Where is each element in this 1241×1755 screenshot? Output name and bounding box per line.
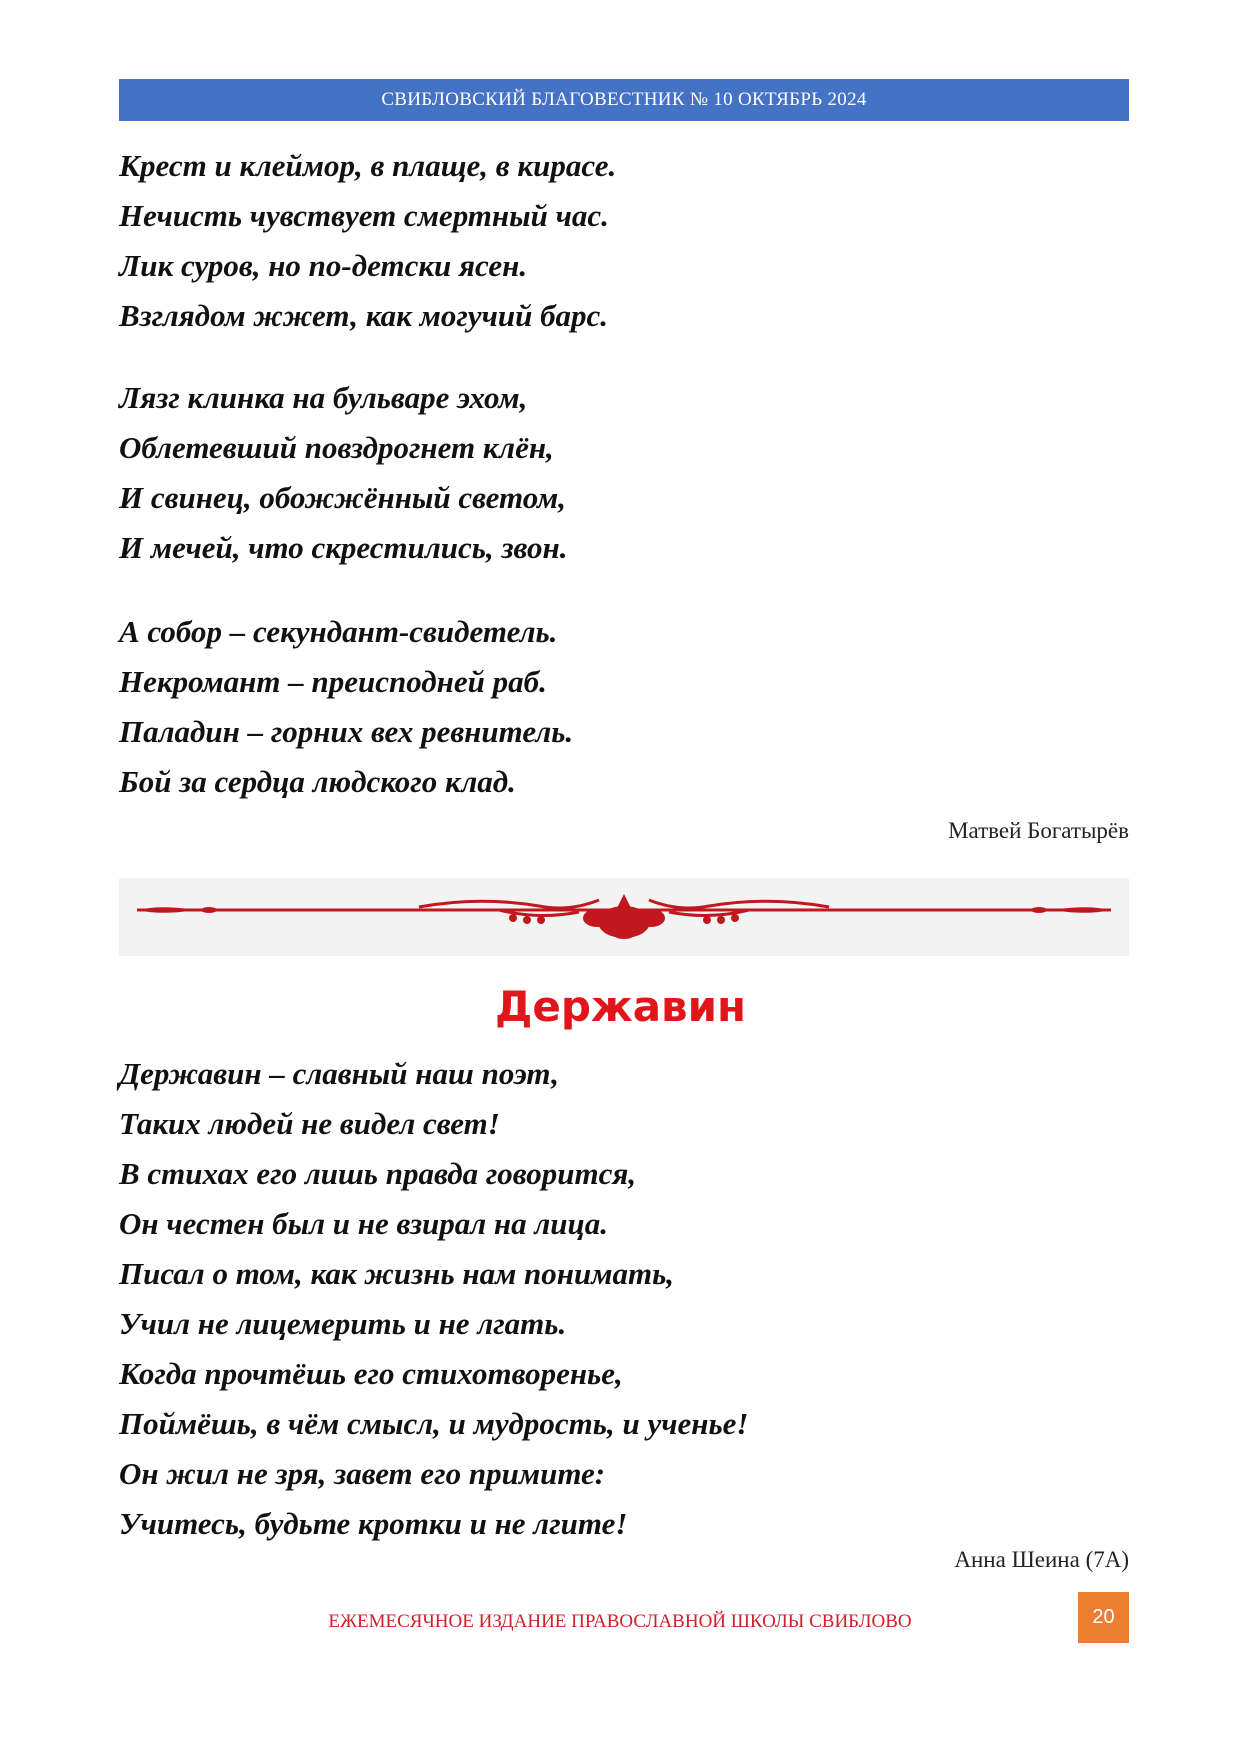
poem-line: Лик суров, но по-детски ясен.: [119, 248, 528, 283]
poem-line: В стихах его лишь правда говорится,: [119, 1156, 637, 1191]
footer-text: ЕЖЕМЕСЯЧНОЕ ИЗДАНИЕ ПРАВОСЛАВНОЙ ШКОЛЫ СВИБЛОВО: [328, 1611, 912, 1632]
ornament-icon: [119, 878, 1129, 956]
poem1-stanza-1: [119, 141, 616, 341]
poem1-author: Матвей Богатырёв: [948, 818, 1129, 843]
poem2-author: Анна Шеина (7А): [954, 1547, 1129, 1572]
poem-line: Нечисть чувствует смертный час.: [119, 198, 609, 233]
poem-line: Паладин – горних вех ревнитель.: [119, 714, 574, 749]
poem-line: Облетевший повздрогнет клён,: [119, 430, 554, 465]
poem-line: Таких людей не видел свет!: [119, 1106, 500, 1141]
poem-line: Крест и клеймор, в плаще, в кирасе.: [119, 148, 617, 183]
poem-line: Взглядом жжет, как могучий барс.: [119, 298, 609, 333]
poem2-body: [119, 1049, 748, 1549]
poem-title: Державин: [494, 982, 747, 1031]
page-number: 20: [1078, 1592, 1129, 1643]
poem-line: И свинец, обожжённый светом,: [119, 480, 567, 515]
poem-line: Когда прочтёшь его стихотворенье,: [119, 1356, 623, 1391]
poem-line: Некромант – преисподней раб.: [119, 664, 547, 699]
poem-line: Поймёшь, в чём смысл, и мудрость, и ученье!: [119, 1406, 749, 1441]
poem-line: Лязг клинка на бульваре эхом,: [119, 380, 528, 415]
poem-line: Бой за сердца людского клад.: [119, 764, 516, 799]
poem-line: Он жил не зря, завет его примите:: [119, 1456, 606, 1491]
poem1-stanza-2: [119, 373, 567, 573]
poem-line: Державин – славный наш поэт,: [119, 1056, 560, 1091]
poem1-stanza-3: [119, 607, 573, 807]
publication-header: СВИБЛОВСКИЙ БЛАГОВЕСТНИК № 10 ОКТЯБРЬ 2024: [119, 79, 1129, 121]
ornamental-divider: [119, 878, 1129, 956]
poem-line: И мечей, что скрестились, звон.: [119, 530, 568, 565]
poem-line: А собор – секундант-свидетель.: [119, 614, 558, 649]
poem-line: Учитесь, будьте кротки и не лгите!: [119, 1506, 628, 1541]
poem-line: Писал о том, как жизнь нам понимать,: [119, 1256, 675, 1291]
poem-line: Он честен был и не взирал на лица.: [119, 1206, 609, 1241]
poem-line: Учил не лицемерить и не лгать.: [119, 1306, 567, 1341]
